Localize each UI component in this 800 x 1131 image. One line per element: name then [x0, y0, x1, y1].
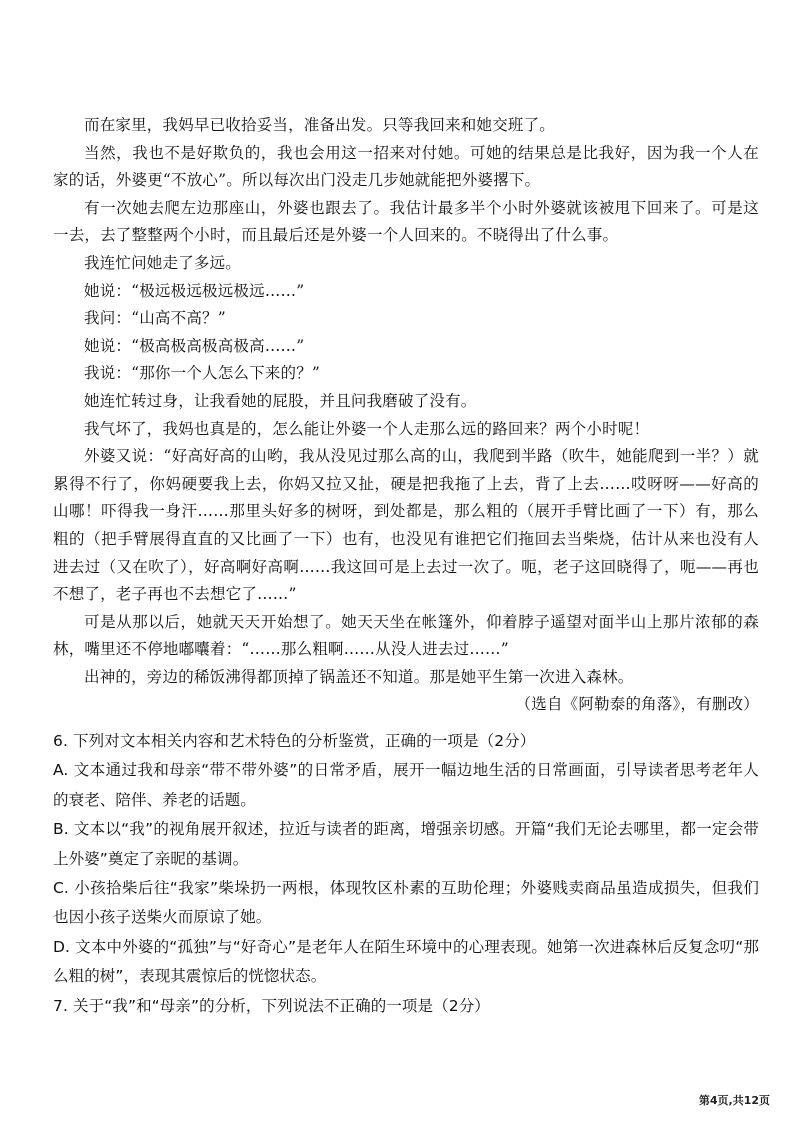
question-6-option-d: D. 文本中外婆的“孤独”与“好奇心”是老年人在陌生环境中的心理表现。她第一次进森林后反复念叨“那么粗的树”，表现其震惊后的恍惚状态。	[53, 937, 759, 986]
question-6-option-b: B. 文本以“我”的视角展开叙述，拉近与读者的距离，增强亲切感。开篇“我们无论去哪里，都一定会带上外婆”奠定了亲昵的基调。	[53, 820, 759, 868]
question-7-stem: 7. 关于“我”和“母亲”的分析，下列说法不正确的一项是（2分）	[53, 996, 490, 1015]
story-paragraph-13: 出神的，旁边的稀饭沸得都顶掉了锅盖还不知道。那是她平生第一次进入森林。	[84, 667, 634, 686]
story-excerpt	[53, 112, 759, 719]
story-paragraph-6: 我问：“山高不高？”	[84, 309, 226, 328]
page-number: 第4页,共12页	[698, 1094, 770, 1107]
story-paragraph-8: 我说：“那你一个人怎么下来的？”	[84, 364, 321, 383]
question-section	[53, 727, 759, 1021]
story-paragraph-7: 她说：“极高极高极高极高……”	[84, 336, 305, 355]
story-paragraph-9: 她连忙转过身，让我看她的屁股，并且问我磨破了没有。	[84, 391, 477, 410]
story-paragraph-4: 我连忙问她走了多远。	[84, 253, 242, 272]
story-paragraph-11: 外婆又说：“好高好高的山哟，我从没见过那么高的山，我爬到半路（吹牛，她能爬到一半？）就累得不行了，你妈硬要我上去，你妈又拉又扯，硬是把我拖了上去，背了上去……哎呀呀——好高的山哪！吓得我一身汗……那里头好多的树呀，到处都是，那么粗的（展开手臂比画了一下）有，那么粗的（把手臂展得直直的又比画了一下）也有，也没见有谁把它们拖回去当柴烧，估计从来也没有人进去过（又在吹了），好高啊好高啊……我这回可是上去过一次了。呃，老子这回晓得了，呃——再也不想了，老子再也不去想它了……”	[53, 447, 759, 604]
source-citation: （选自《阿勒泰的角落》，有删改）	[515, 695, 759, 714]
question-6-stem: 6. 下列对文本相关内容和艺术特色的分析鉴赏，正确的一项是（2分）	[53, 732, 536, 750]
question-6-option-c: C. 小孩拾柴后往“我家”柴垛扔一两根，体现牧区朴素的互助伦理；外婆贱卖商品虽造成损失，但我们也因小孩子送柴火而原谅了她。	[53, 879, 759, 927]
story-paragraph-5: 她说：“极远极远极远极远……”	[84, 281, 305, 300]
story-paragraph-2: 当然，我也不是好欺负的，我也会用这一招来对付她。可她的结果总是比我好，因为我一个人在家的话，外婆更“不放心”。所以每次出门没走几步她就能把外婆撂下。	[53, 143, 759, 190]
story-paragraph-1: 而在家里，我妈早已收拾妥当，准备出发。只等我回来和她交班了。	[84, 116, 556, 134]
story-paragraph-3: 有一次她去爬左边那座山，外婆也跟去了。我估计最多半个小时外婆就该被甩下回来了。可是这一去，去了整整两个小时，而且最后还是外婆一个人回来的。不晓得出了什么事。	[53, 198, 759, 245]
question-6-option-a: A. 文本通过我和母亲“带不带外婆”的日常矛盾，展开一幅边地生活的日常画面，引导读者思考老年人的衰老、陪伴、养老的话题。	[53, 761, 759, 809]
story-paragraph-12: 可是从那以后，她就天天开始想了。她天天坐在帐篷外，仰着脖子遥望对面半山上那片浓郁的森林，嘴里还不停地嘟囔着：“……那么粗啊……从没人进去过……”	[53, 612, 759, 659]
story-paragraph-10: 我气坏了，我妈也真是的，怎么能让外婆一个人走那么远的路回来？两个小时呢！	[84, 419, 650, 438]
